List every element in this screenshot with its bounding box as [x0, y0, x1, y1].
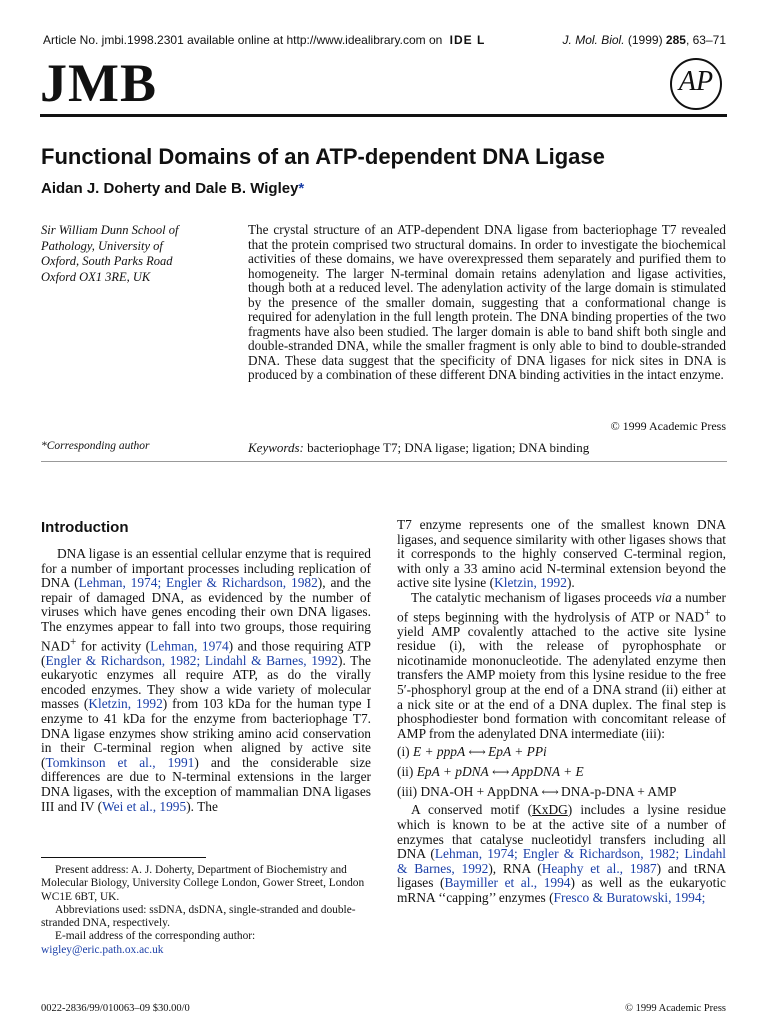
right-column-text: [397, 518, 726, 906]
equation-right: AppDNA + E: [511, 764, 584, 780]
citation-link[interactable]: Fresco & Buratowski, 1994;: [553, 889, 706, 905]
equation-ii: [397, 763, 726, 781]
footer-copyright: © 1999 Academic Press: [624, 1003, 726, 1014]
superscript-plus: +: [70, 635, 77, 648]
text: ), RNA (: [488, 860, 542, 876]
paragraph: [41, 547, 371, 814]
paragraph: [397, 591, 726, 741]
keywords-list: bacteriophage T7; DNA ligase; ligation; DNA binding: [307, 440, 590, 455]
keywords-label: Keywords:: [248, 440, 304, 455]
citation-link[interactable]: Lehman, 1974; Engler & Richardson, 1982: [78, 575, 318, 591]
reversible-arrow-icon: ⟷: [492, 765, 509, 780]
header-rule: [40, 114, 727, 117]
issn-line: 0022-2836/99/010063–09 $30.00/0: [41, 1003, 190, 1014]
footnote-present-address: Present address: A. J. Doherty, Department of Biochemistry and Molecular Biology, University College London, Gower Street, London WC1E 6BT, UK.: [41, 864, 365, 903]
equation-label: (ii): [397, 764, 414, 780]
citation-link[interactable]: Kletzin, 1992: [88, 696, 163, 712]
abstract-separator: [41, 461, 727, 462]
footnote-email-label: E-mail address of the corresponding author:: [55, 930, 256, 943]
journal-year: (1999): [627, 33, 663, 47]
equation-left: E + pppA: [413, 744, 466, 760]
footnote-rule: [41, 857, 206, 858]
journal-citation: [563, 33, 726, 47]
affiliation-line: Pathology, University of: [41, 238, 163, 253]
citation-link[interactable]: Kletzin, 1992: [494, 575, 567, 591]
text: ).: [566, 575, 575, 591]
text: The catalytic mechanism of ligases proceeds: [411, 589, 656, 605]
citation-link[interactable]: Lehman, 1974; Engler & Richardson, 1982; Lindahl & Barnes, 1992: [397, 846, 726, 876]
text: ) and the considerable size differences are due to N-terminal extensions in the larger DNA ligases, with the exception of mammalian DNA ligases III and IV (: [41, 754, 372, 814]
text: ). The: [186, 798, 218, 814]
paragraph: [397, 518, 726, 591]
reversible-arrow-icon: ⟷: [541, 785, 558, 800]
equation-left: EpA + pDNA: [416, 764, 489, 780]
footnotes: [41, 864, 371, 957]
equation-i: [397, 743, 726, 761]
text: ) and tRNA ligases (: [397, 860, 726, 891]
abstract-copyright: © 1999 Academic Press: [610, 419, 726, 433]
affiliation: [41, 223, 241, 285]
text: ) as well as the eukaryotic mRNA ‘‘capping’’ enzymes (: [397, 875, 726, 905]
text: ) includes a lysine residue which is known to be at the active site of a number of enzymes that catalyse nucleotidyl transfers including all DNA (: [397, 802, 726, 862]
corresponding-author-note: *Corresponding author: [41, 440, 150, 452]
text: ). The eukaryotic enzymes all require ATP, as do the virally encoded enzymes. They show a wide variety of molecular masses (: [41, 652, 372, 712]
affiliation-line: Oxford, South Parks Road: [41, 254, 173, 268]
corresponding-author-mark: *: [298, 180, 305, 197]
ideal-library-logo: IDE L: [449, 33, 486, 47]
article-info-line: [43, 33, 726, 47]
jmb-logo: JMB: [40, 53, 157, 113]
journal-name: J. Mol. Biol.: [562, 33, 625, 47]
equation-label: (iii): [397, 784, 418, 800]
text: T7 enzyme represents one of the smallest known DNA ligases, and sequence similarity with other ligases shows that it corresponds to the highly conserved C-terminal region, with only a 33 amino acid N-terminal extension beyond the active site lysine (: [397, 517, 726, 591]
citation-link[interactable]: Engler & Richardson, 1982; Lindahl & Barnes, 1992: [45, 652, 339, 668]
article-title: Functional Domains of an ATP-dependent DNA Ligase: [41, 144, 605, 169]
citation-link[interactable]: Tomkinson et al., 1991: [45, 754, 195, 770]
text: DNA ligase is an essential cellular enzyme that is required for a number of important processes including replication of DNA (: [41, 546, 371, 591]
affiliation-line: Sir William Dunn School of: [41, 223, 179, 237]
paragraph: [397, 803, 726, 905]
equation-right: EpA + PPi: [488, 744, 547, 760]
text: for activity (: [76, 638, 151, 654]
section-heading-introduction: Introduction: [41, 519, 129, 536]
motif-text: KxDG: [532, 802, 568, 818]
left-column-text: [41, 547, 371, 814]
ap-logo-text: AP: [678, 66, 714, 97]
keywords: [248, 440, 726, 456]
journal-pages: , 63–71: [685, 33, 726, 47]
superscript-plus: +: [704, 606, 711, 619]
equation-left: DNA-OH + AppDNA: [420, 784, 539, 800]
text: A conserved motif (: [411, 802, 533, 818]
citation-link[interactable]: Lehman, 1974: [150, 638, 229, 654]
text: via: [655, 589, 672, 605]
citation-link[interactable]: Wei et al., 1995: [102, 798, 187, 814]
email-link[interactable]: wigley@eric.path.ox.ac.uk: [41, 943, 164, 956]
author-names: Aidan J. Doherty and Dale B. Wigley: [41, 180, 299, 197]
equation-right: DNA-p-DNA + AMP: [561, 784, 677, 800]
citation-link[interactable]: Baymiller et al., 1994: [444, 875, 571, 891]
citation-link[interactable]: Heaphy et al., 1987: [541, 860, 657, 876]
reversible-arrow-icon: ⟷: [468, 745, 485, 760]
journal-volume: 285: [665, 33, 686, 47]
footnote-abbreviations: Abbreviations used: ssDNA, dsDNA, single-stranded and double-stranded DNA, respectively.: [41, 903, 356, 930]
text: ) and those requiring ATP (: [41, 638, 371, 668]
text: ), and the repair of damaged DNA, as evidenced by the number of viruses which have genes encoding their own DNA ligases. The enzymes appear to fall into two groups, those requiring NAD: [41, 575, 371, 654]
equation-iii: [397, 783, 726, 801]
author-list: [41, 180, 304, 197]
text: ) from 103 kDa for the human type I enzyme to 41 kDa for the enzyme from bacteriophage T7. DNA ligase enzymes show striking amino acid conservation in their C-terminal region when aligned by active site (: [41, 696, 371, 770]
text: to yield AMP covalently attached to the active site lysine residue (i), with the release of pyrophosphate or nicotinamide mononucleotide. The adenylated enzyme then transfers the AMP moiety from this lysine residue to the free 5′-phosphoryl group at the end of a DNA strand (ii) either at a nick site or at the end of a DNA duplex. The final step is phosphodiester bond formation with concomitant release of AMP from the adenylated DNA intermediate (iii):: [397, 609, 726, 741]
text: a number of steps beginning with the hydrolysis of ATP or NAD: [397, 589, 726, 625]
equation-label: (i): [397, 744, 410, 760]
affiliation-line: Oxford OX1 3RE, UK: [41, 269, 151, 284]
article-availability-text: Article No. jmbi.1998.2301 available online at http://www.idealibrary.com on: [43, 33, 443, 47]
abstract: The crystal structure of an ATP-dependent DNA ligase from bacteriophage T7 revealed that the protein comprised two structural domains. In order to investigate the biochemical activities of these domains, we have overexpressed them separately and purified them to homogeneity. The larger N-terminal domain retains adenylation and ligase activities, though both at a reduced level. The adenylation activity of the large domain is stimulated by the presence of the smaller domain, suggesting that a conformational change is required for adenylation in the full length protein. The DNA binding properties of the two fragments have also been studied. The larger domain is able to band shift both single and double-stranded DNA, while the smaller fragment is only able to bind to double-stranded DNA. These data suggest that the specificity of DNA ligases for nick sites in DNA is produced by a combination of these different DNA binding activities in the intact enzyme.: [248, 222, 726, 382]
academic-press-logo: [670, 58, 722, 110]
